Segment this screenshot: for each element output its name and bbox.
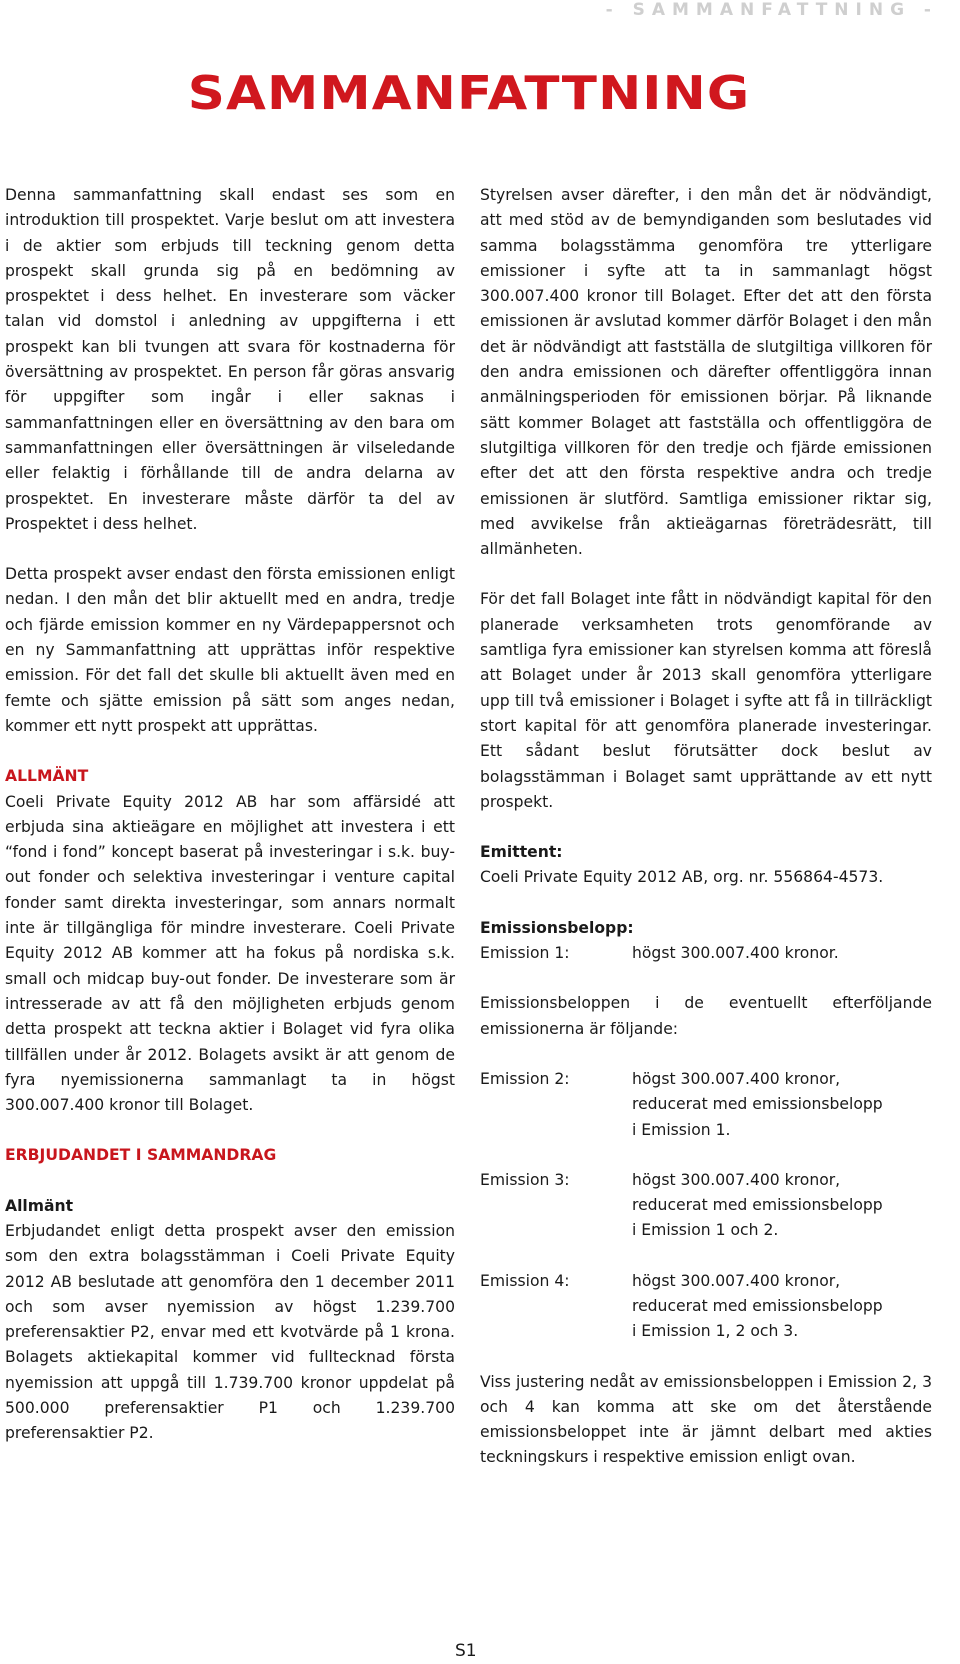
issuer-heading: Emittent: xyxy=(480,843,563,862)
board-paragraph: Styrelsen avser därefter, i den mån det är nödvändigt, att med stöd av de bemyndiganden som beslutades vid samma bolagsstämma genomföra tre ytterligare emissioner i syfte att ta in sammanlagt högst 300.007.400 kronor till Bolaget. Efter det att den första emissionen är avslutad kommer därför Bolaget i den mån det är nödvändigt att fastställa de slutgiltiga villkoren för den andra emissionen och därefter offentliggöra innan anmälningsperioden för emissionen börjar. På liknande sätt kommer Bolaget att fastställa och offentliggöra de slutgiltiga villkoren för den tredje och fjärde emissionen efter det att den första respektive andra och tredje emissionen är slutförd. Samtliga emissioner riktar sig, med avvikelse från aktieägarnas företrädesrätt, till allmänheten. xyxy=(480,186,932,559)
adjustment-paragraph: Viss justering nedåt av emissionsbeloppen i Emission 2, 3 och 4 kan komma att ske om det återstående emissionsbeloppet inte är jämnt delbart med akties teckningskurs i respektive emission enligt ovan. xyxy=(480,1372,932,1467)
emission-amount: högst 300.007.400 kronor, reducerat med emissionsbelopp i Emission 1, 2 och 3. xyxy=(632,1271,883,1341)
intro-paragraph: Denna sammanfattning skall endast ses som en introduktion till prospektet. Varje beslut om att investera i de aktier som erbjuds till teckning genom detta prospekt skall grunda sig på en bedömning av prospektet i dess helhet. En investerare som väcker talan vid domstol i anledning av uppgifterna i ett prospekt kan bli tvungen att svara för kostnaderna för översättning av prospektet. En person får göras ansvarig för uppgifter som ingår i eller saknas i sammanfattningen eller en översättning av den bara om sammanfattningen eller översättningen är vilseledande eller felaktig i förhållande till de andra delarna av prospektet. En investerare måste därför ta del av Prospektet i dess helhet. xyxy=(5,186,455,533)
section-heading-allmant: ALLMÄNT xyxy=(5,767,89,786)
emission-amount: högst 300.007.400 kronor, reducerat med emissionsbelopp i Emission 1 och 2. xyxy=(632,1170,883,1240)
right-column xyxy=(480,183,932,1496)
section-heading-offer: ERBJUDANDET I SAMMANDRAG xyxy=(5,1146,277,1165)
page-title: SAMMANFATTNING xyxy=(187,66,751,120)
emission-label: Emission 2: xyxy=(480,1069,570,1088)
emission-label: Emission 4: xyxy=(480,1271,570,1290)
capital-paragraph: För det fall Bolaget inte fått in nödvändigt kapital för den planerade verksamheten trots genomförande av samtliga fyra emissioner kan styrelsen komma att föreslå att Bolaget under år 2013 skall genomföra ytterligare upp till två emissioner i Bolaget i syfte att få in tillräckligt stort kapital för att genomföra planerade investeringar. Ett sådant beslut förutsätter dock beslut av bolagsstämman i Bolaget samt upprättande av ett nytt prospekt. xyxy=(480,590,932,811)
subheading-allmant: Allmänt xyxy=(5,1196,74,1215)
emission-amount: högst 300.007.400 kronor. xyxy=(632,944,839,963)
business-paragraph: Coeli Private Equity 2012 AB har som affärsidé att erbjuda sina aktieägare en möjlighet att investera i ett “fond i fond” koncept baserat på investeringar i s.k. buy-out fonder och selektiva investeringar i venture capital fonder samt direkta investeringar, som annars normalt inte är tillgängliga för mindre investerare. Coeli Private Equity 2012 AB kommer att ha fokus på nordiska s.k. small och midcap buy-out fonder. De investerare som är intresserade av att få den möjligheten erbjuds genom detta prospekt att teckna aktier i Bolaget vid fyra olika tillfällen under år 2012. Bolagets avsikt är att genom de fyra nyemissionerna sammanlagt ta in högst 300.007.400 kronor till Bolaget. xyxy=(5,792,455,1115)
offer-paragraph: Erbjudandet enligt detta prospekt avser den emission som den extra bolagsstämman i Coeli Private Equity 2012 AB beslutade att genomföra den 1 december 2011 och som avser nyemission av högst 1.239.700 preferensaktier P2, envar med ett kvotvärde på 1 krona. Bolagets aktiekapital kommer vid fulltecknad första nyemission att uppgå till 1.739.700 kronor uppdelat på 500.000 preferensaktier P1 och 1.239.700 preferensaktier P2. xyxy=(5,1221,455,1443)
emission-label: Emission 3: xyxy=(480,1170,570,1189)
emission-row-2 xyxy=(480,1067,932,1143)
emission-amount: högst 300.007.400 kronor, reducerat med emissionsbelopp i Emission 1. xyxy=(632,1069,883,1139)
left-column xyxy=(5,183,455,1472)
page-number: S1 xyxy=(455,1641,477,1661)
amount-heading: Emissionsbelopp: xyxy=(480,918,634,937)
emission-row-4 xyxy=(480,1269,932,1345)
emission-label: Emission 1: xyxy=(480,944,570,963)
emission-row-1 xyxy=(480,941,932,966)
issuer-value: Coeli Private Equity 2012 AB, org. nr. 556864-4573. xyxy=(480,868,884,887)
scope-paragraph: Detta prospekt avser endast den första emissionen enligt nedan. I den mån det blir aktuellt med en andra, tredje och fjärde emission kommer en ny Värdepappersnot och en ny Sammanfattning att upprättas inför respektive emission. För det fall det skulle bli aktuellt även med en femte och sjätte emission på sätt som anges nedan, kommer ett nytt prospekt att upprättas. xyxy=(5,565,455,735)
running-header: - SAMMANFATTNING - xyxy=(605,0,938,20)
subsequent-paragraph: Emissionsbeloppen i de eventuellt efterföljande emissionerna är följande: xyxy=(480,994,932,1038)
emission-row-3 xyxy=(480,1168,932,1244)
